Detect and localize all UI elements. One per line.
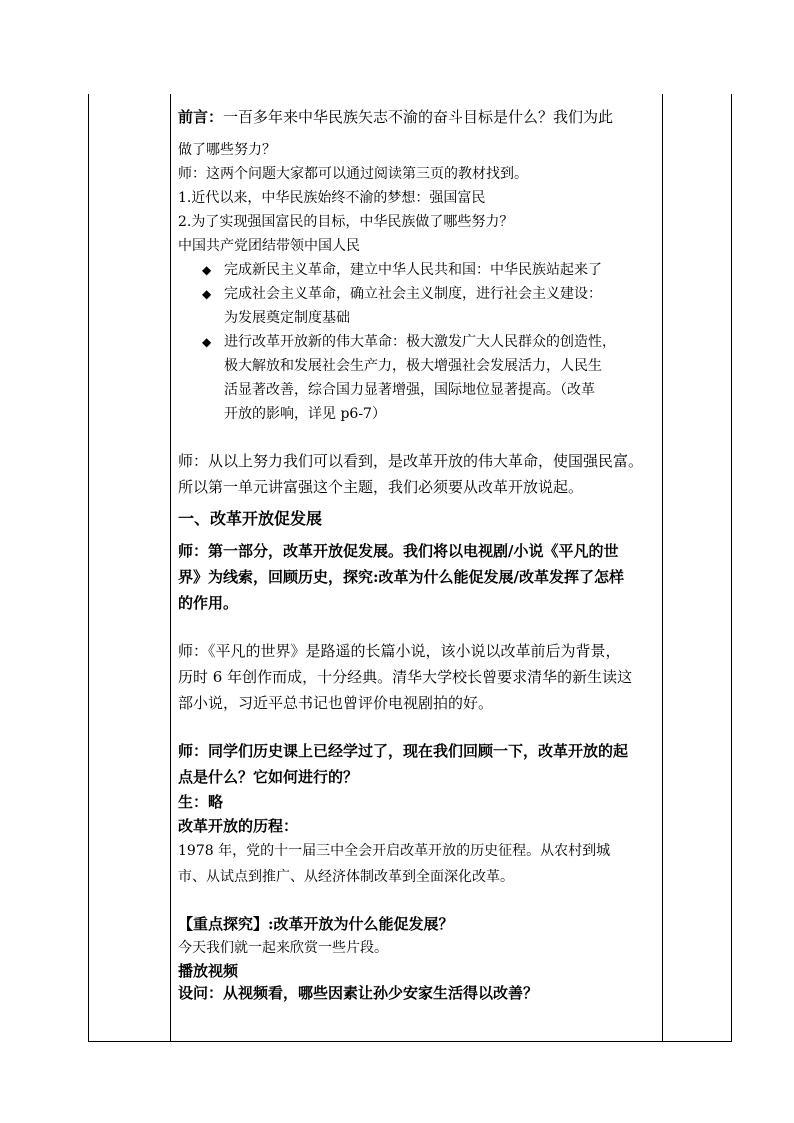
student-line: 生：略 — [178, 793, 224, 811]
teacher-line-3a: 师：第一部分，改革开放促发展。我们将以电视剧/小说《平凡的世 — [178, 542, 619, 560]
question-line: 设问：从视频看，哪些因素让孙少安家生活得以改善？ — [178, 984, 539, 1002]
teacher-line-1: 师：这两个问题大家都可以通过阅读第三页的教材找到。 — [178, 166, 528, 182]
section-heading: 一、改革开放促发展 — [178, 509, 323, 528]
teacher-line-5b: 点是什么？它如何进行的？ — [178, 768, 359, 786]
teacher-line-2a: 师：从以上努力我们可以看到，是改革开放的伟大革命，使国强民富。 — [178, 452, 644, 470]
table-border-left — [88, 94, 89, 1041]
teacher-line-4b: 历时 6 年创作而成，十分经典。清华大学校长曾要求清华的新生读这 — [178, 668, 633, 686]
diamond-bullet-icon: ◆ — [202, 287, 212, 301]
teacher-line-3b: 界》为线索，回顾历史，探究:改革为什么能促发展/改革发挥了怎样 — [178, 568, 625, 586]
today-line: 今天我们就一起来欣赏一些片段。 — [178, 940, 388, 956]
intro-line2: 做了哪些努力？ — [178, 142, 276, 158]
intro-line1: 前言：一百多年来中华民族矢志不渝的奋斗目标是什么？我们为此 — [178, 108, 614, 126]
teacher-line-4c: 部小说，习近平总书记也曾评价电视剧拍的好。 — [178, 694, 494, 712]
history-title: 改革开放的历程： — [178, 817, 299, 835]
teacher-line-4a: 师：《平凡的世界》是路遥的长篇小说，该小说以改革前后为背景， — [178, 642, 621, 660]
video-line: 播放视频 — [178, 962, 239, 980]
teacher-line-3c: 的作用。 — [178, 594, 239, 612]
question-1: 1.近代以来，中华民族始终不渝的梦想：强国富民 — [178, 190, 486, 206]
table-border-bottom — [88, 1041, 732, 1042]
party-line: 中国共产党团结带领中国人民 — [178, 238, 360, 254]
history-line-1: 1978 年，党的十一届三中全会开启改革开放的历史征程。从农村到城 — [178, 843, 611, 859]
lesson-content — [178, 100, 658, 1004]
table-border-col2 — [662, 94, 663, 1041]
question-2: 2.为了实现强国富民的目标，中华民族做了哪些努力？ — [178, 214, 514, 230]
list-item: ◆ 完成新民主义革命，建立中华人民共和国：中华民族站起来了 — [178, 258, 658, 282]
table-border-col1 — [170, 94, 171, 1041]
diamond-bullet-icon: ◆ — [202, 263, 212, 277]
intro-label: 前言： — [178, 108, 224, 126]
focus-heading: 【重点探究】:改革开放为什么能促发展？ — [178, 915, 454, 933]
list-item: ◆ 进行改革开放新的伟大革命：极大激发广大人民群众的创造性， 极大解放和发展社会生产力，极大增强社会发展活力，人民生 活显著改善，综合国力显著增强，国际地位显著提高。（改革 开放的影响，详见 p6-7） — [178, 330, 658, 426]
list-item: ◆ 完成社会主义革命，确立社会主义制度，进行社会主义建设： 为发展奠定制度基础 — [178, 282, 658, 330]
teacher-line-2b: 所以第一单元讲富强这个主题，我们必须要从改革开放说起。 — [178, 478, 584, 496]
teacher-line-5a: 师：同学们历史课上已经学过了，现在我们回顾一下，改革开放的起 — [178, 742, 629, 760]
diamond-bullet-icon: ◆ — [202, 335, 212, 349]
history-line-2: 市、从试点到推广、从经济体制改革到全面深化改革。 — [178, 869, 514, 885]
effort-list — [178, 258, 658, 426]
table-border-right — [731, 94, 732, 1041]
